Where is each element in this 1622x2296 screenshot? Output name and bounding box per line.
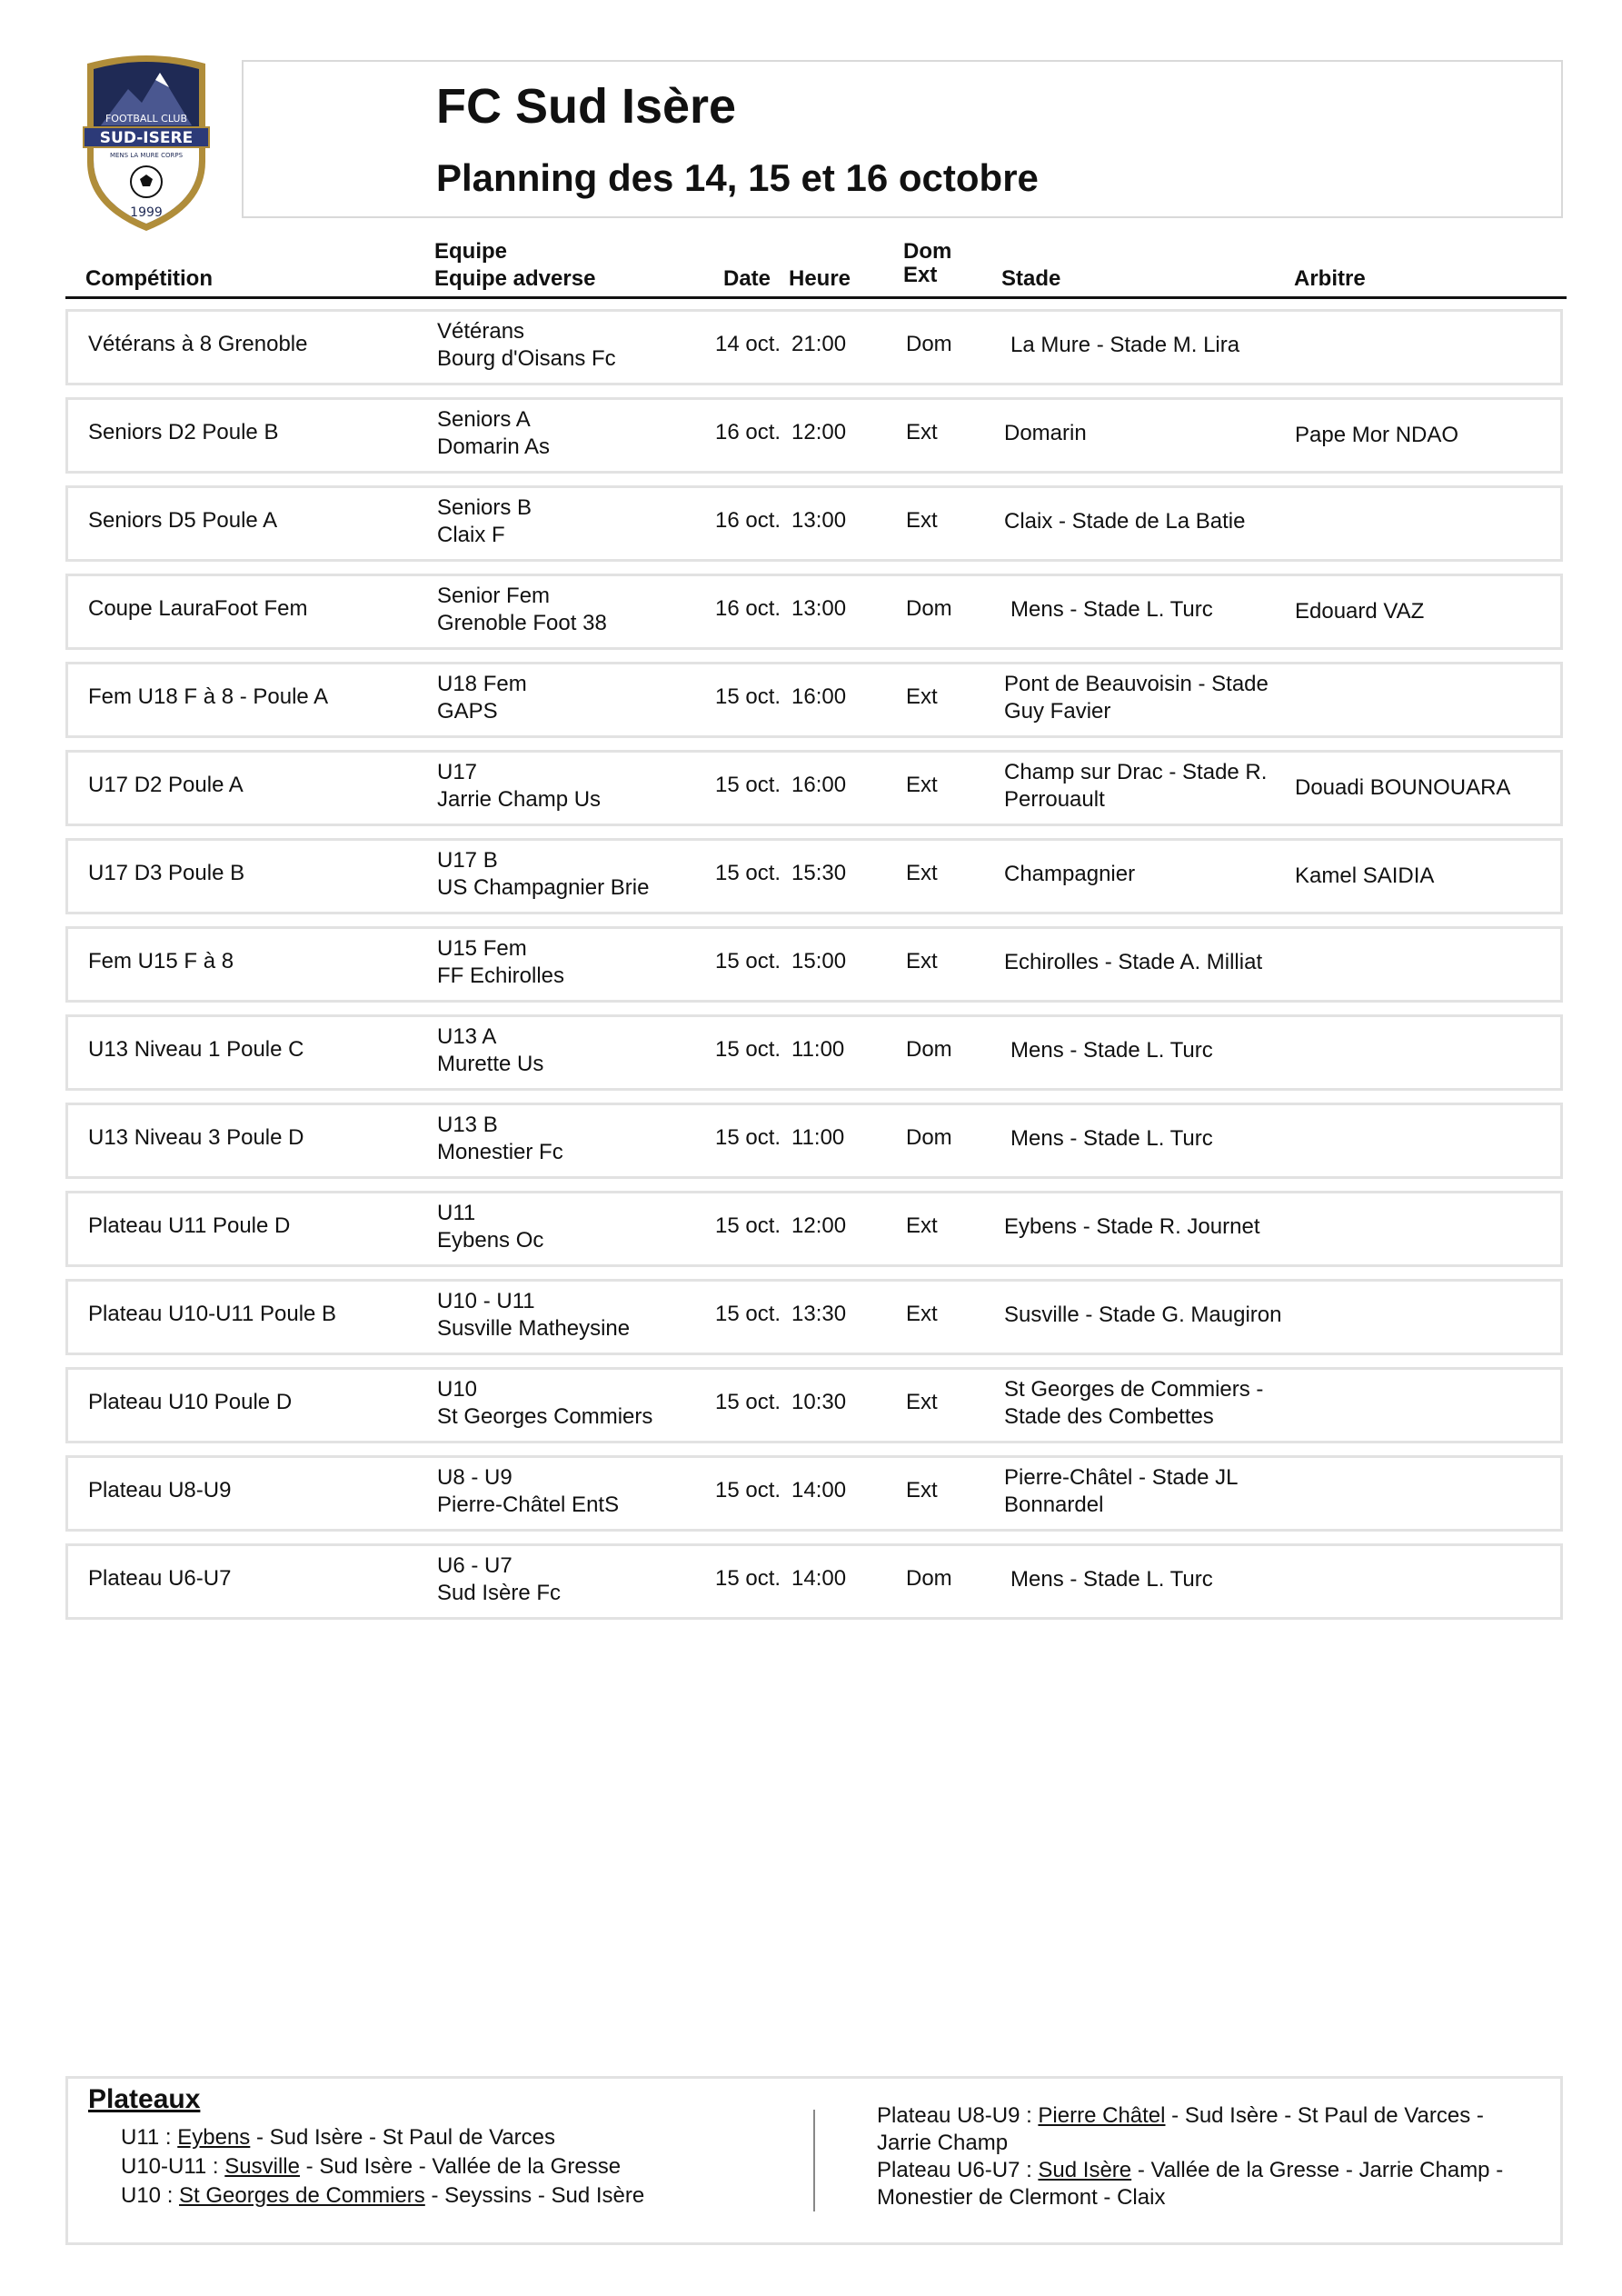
- header-dom: Dom: [903, 239, 952, 264]
- dom-ext-cell: Ext: [906, 949, 938, 973]
- plateau-rest-cont: Jarrie Champ: [877, 2131, 1009, 2155]
- equipe-text: U18 Fem: [437, 672, 527, 696]
- equipe-text: U8 - U9: [437, 1465, 512, 1490]
- team-cell: [437, 318, 710, 373]
- header-equipe-adverse: Equipe adverse: [434, 266, 596, 291]
- time-cell: 15:00: [791, 949, 847, 973]
- equipe-text: U6 - U7: [437, 1553, 512, 1578]
- header-ext: Ext: [903, 263, 938, 287]
- adverse-text: Bourg d'Oisans Fc: [437, 346, 616, 371]
- adverse-text: Claix F: [437, 523, 505, 547]
- adverse-text: US Champagnier Brie: [437, 875, 650, 900]
- stade-cell: [1010, 1125, 1292, 1153]
- time-cell: 11:00: [791, 1125, 845, 1150]
- stade-cell: [1010, 332, 1292, 359]
- plateau-prefix: Plateau U8-U9 :: [877, 2103, 1039, 2128]
- table-row: [65, 1367, 1563, 1443]
- table-row: [65, 1455, 1563, 1532]
- adverse-text: Domarin As: [437, 434, 551, 459]
- plateau-host: St Georges de Commiers: [179, 2183, 425, 2208]
- plateau-host: Eybens: [177, 2125, 251, 2150]
- competition-cell: Plateau U8-U9: [88, 1478, 232, 1502]
- plateau-rest: - Vallée de la Gresse - Jarrie Champ -: [1131, 2158, 1504, 2182]
- dom-ext-cell: Ext: [906, 1390, 938, 1414]
- dom-ext-cell: Ext: [906, 773, 938, 797]
- stade-cell: [1010, 1037, 1292, 1064]
- header-date: Date: [723, 266, 771, 291]
- dom-ext-cell: Dom: [906, 596, 952, 621]
- competition-cell: Fem U15 F à 8: [88, 949, 234, 973]
- date-cell: 15 oct.: [715, 1478, 781, 1502]
- competition-cell: U13 Niveau 3 Poule D: [88, 1125, 304, 1150]
- plateaux-title: Plateaux: [88, 2084, 201, 2114]
- competition-cell: Plateau U10-U11 Poule B: [88, 1302, 337, 1326]
- time-cell: 11:00: [791, 1037, 845, 1062]
- adverse-text: Monestier Fc: [437, 1140, 563, 1164]
- stade-line1: St Georges de Commiers -: [1004, 1377, 1264, 1402]
- plateau-line: [121, 2124, 555, 2151]
- stade-line1: Susville - Stade G. Maugiron: [1004, 1303, 1282, 1327]
- team-cell: [437, 583, 710, 637]
- plateau-host: Pierre Châtel: [1038, 2103, 1166, 2128]
- dom-ext-cell: Ext: [906, 1302, 938, 1326]
- equipe-text: U11: [437, 1201, 476, 1225]
- competition-cell: Seniors D5 Poule A: [88, 508, 278, 533]
- team-cell: [437, 1288, 710, 1343]
- date-cell: 15 oct.: [715, 949, 781, 973]
- time-cell: 16:00: [791, 773, 847, 797]
- date-cell: 15 oct.: [715, 684, 781, 709]
- stade-cell: [1004, 1376, 1286, 1431]
- svg-text:1999: 1999: [130, 205, 163, 220]
- table-row: [65, 926, 1563, 1003]
- team-cell: [437, 1376, 710, 1431]
- table-row: [65, 1014, 1563, 1091]
- stade-cell: [1004, 1464, 1286, 1519]
- date-cell: 14 oct.: [715, 332, 781, 356]
- equipe-text: U13 B: [437, 1113, 498, 1137]
- time-cell: 14:00: [791, 1566, 847, 1591]
- competition-cell: Coupe LauraFoot Fem: [88, 596, 308, 621]
- stade-cell: [1004, 861, 1286, 888]
- equipe-text: U17 B: [437, 848, 498, 873]
- team-cell: [437, 1112, 710, 1166]
- equipe-text: U10 - U11: [437, 1289, 535, 1313]
- stade-line1: Domarin: [1004, 421, 1087, 445]
- competition-cell: Plateau U11 Poule D: [88, 1213, 291, 1238]
- stade-cell: [1004, 1302, 1286, 1329]
- table-row: [65, 1543, 1563, 1620]
- club-logo: [78, 53, 214, 235]
- stade-line1: Mens - Stade L. Turc: [1010, 1038, 1213, 1063]
- table-row: [65, 1279, 1563, 1355]
- team-cell: [437, 1552, 710, 1607]
- header-stade: Stade: [1001, 266, 1061, 291]
- dom-ext-cell: Dom: [906, 332, 952, 356]
- date-cell: 15 oct.: [715, 1390, 781, 1414]
- time-cell: 21:00: [791, 332, 847, 356]
- header-competition: Compétition: [85, 266, 213, 291]
- stade-cell: [1004, 671, 1286, 725]
- equipe-text: Senior Fem: [437, 584, 551, 608]
- competition-cell: Plateau U10 Poule D: [88, 1390, 293, 1414]
- adverse-text: St Georges Commiers: [437, 1404, 653, 1429]
- adverse-text: Susville Matheysine: [437, 1316, 631, 1341]
- plateau-line: [121, 2153, 621, 2181]
- time-cell: 13:30: [791, 1302, 847, 1326]
- team-cell: [437, 406, 710, 461]
- plateau-prefix: U10-U11 :: [121, 2154, 225, 2179]
- adverse-text: Jarrie Champ Us: [437, 787, 602, 812]
- stade-line1: Mens - Stade L. Turc: [1010, 597, 1213, 622]
- plateau-host: Susville: [224, 2154, 300, 2179]
- competition-cell: U13 Niveau 1 Poule C: [88, 1037, 304, 1062]
- adverse-text: GAPS: [437, 699, 498, 724]
- competition-cell: Fem U18 F à 8 - Poule A: [88, 684, 329, 709]
- table-row: [65, 1103, 1563, 1179]
- dom-ext-cell: Ext: [906, 684, 938, 709]
- date-cell: 15 oct.: [715, 773, 781, 797]
- time-cell: 12:00: [791, 420, 847, 444]
- plateau-rest: - Sud Isère - Vallée de la Gresse: [299, 2154, 622, 2179]
- stade-cell: [1004, 949, 1286, 976]
- table-header: [65, 238, 1567, 299]
- team-cell: [437, 494, 710, 549]
- date-cell: 15 oct.: [715, 1037, 781, 1062]
- date-cell: 15 oct.: [715, 1125, 781, 1150]
- table-row: [65, 1191, 1563, 1267]
- competition-cell: Plateau U6-U7: [88, 1566, 232, 1591]
- team-cell: [437, 1464, 710, 1519]
- plateaux-divider: [813, 2110, 815, 2211]
- stade-line1: Champagnier: [1004, 862, 1136, 886]
- stade-cell: [1010, 596, 1292, 624]
- time-cell: 16:00: [791, 684, 847, 709]
- arbitre-cell: Pape Mor NDAO: [1295, 423, 1459, 447]
- dom-ext-cell: Dom: [906, 1566, 952, 1591]
- plateau-line: [877, 2102, 1531, 2157]
- date-cell: 16 oct.: [715, 596, 781, 621]
- dom-ext-cell: Ext: [906, 1478, 938, 1502]
- equipe-text: Seniors A: [437, 407, 531, 432]
- plateaux-box: [65, 2076, 1563, 2245]
- equipe-text: U17: [437, 760, 478, 784]
- table-row: [65, 309, 1563, 385]
- plateau-rest-cont: Monestier de Clermont - Claix: [877, 2185, 1166, 2210]
- date-cell: 15 oct.: [715, 1213, 781, 1238]
- dom-ext-cell: Dom: [906, 1125, 952, 1150]
- time-cell: 15:30: [791, 861, 847, 885]
- plateau-line: [877, 2157, 1531, 2211]
- date-cell: 16 oct.: [715, 508, 781, 533]
- team-cell: [437, 671, 710, 725]
- date-cell: 15 oct.: [715, 1566, 781, 1591]
- table-row: [65, 485, 1563, 562]
- table-row: [65, 662, 1563, 738]
- time-cell: 13:00: [791, 596, 847, 621]
- stade-line1: Claix - Stade de La Batie: [1004, 509, 1246, 534]
- stade-line2: Guy Favier: [1004, 699, 1111, 724]
- stade-line1: La Mure - Stade M. Lira: [1010, 333, 1240, 357]
- equipe-text: Seniors B: [437, 495, 532, 520]
- stade-line1: Echirolles - Stade A. Milliat: [1004, 950, 1263, 974]
- plateau-rest: - Sud Isère - St Paul de Varces -: [1165, 2103, 1484, 2128]
- equipe-text: U10: [437, 1377, 478, 1402]
- competition-cell: U17 D3 Poule B: [88, 861, 245, 885]
- stade-line2: Bonnardel: [1004, 1492, 1104, 1517]
- plateau-prefix: U11 :: [121, 2125, 178, 2150]
- time-cell: 10:30: [791, 1390, 847, 1414]
- date-cell: 15 oct.: [715, 1302, 781, 1326]
- plateau-prefix: Plateau U6-U7 :: [877, 2158, 1039, 2182]
- adverse-text: FF Echirolles: [437, 963, 565, 988]
- team-cell: [437, 1200, 710, 1254]
- time-cell: 13:00: [791, 508, 847, 533]
- competition-cell: Seniors D2 Poule B: [88, 420, 279, 444]
- team-cell: [437, 1023, 710, 1078]
- equipe-text: U13 A: [437, 1024, 497, 1049]
- adverse-text: Eybens Oc: [437, 1228, 544, 1253]
- table-row: [65, 838, 1563, 914]
- date-cell: 15 oct.: [715, 861, 781, 885]
- stade-cell: [1010, 1566, 1292, 1593]
- stade-cell: [1004, 759, 1286, 814]
- plateau-line: [121, 2182, 644, 2210]
- page-subtitle: Planning des 14, 15 et 16 octobre: [436, 156, 1039, 199]
- stade-line2: Stade des Combettes: [1004, 1404, 1214, 1429]
- header-equipe: Equipe: [434, 239, 508, 264]
- adverse-text: Murette Us: [437, 1052, 544, 1076]
- arbitre-cell: Kamel SAIDIA: [1295, 863, 1435, 888]
- dom-ext-cell: Ext: [906, 861, 938, 885]
- team-cell: [437, 847, 710, 902]
- plateau-rest: - Sud Isère - St Paul de Varces: [250, 2125, 556, 2150]
- competition-cell: U17 D2 Poule A: [88, 773, 244, 797]
- title-box: [242, 60, 1563, 218]
- table-row: [65, 397, 1563, 474]
- header-heure: Heure: [789, 266, 851, 291]
- equipe-text: Vétérans: [437, 319, 525, 344]
- stade-cell: [1004, 420, 1286, 447]
- page-title: FC Sud Isère: [436, 79, 737, 134]
- stade-line1: Mens - Stade L. Turc: [1010, 1126, 1213, 1151]
- adverse-text: Sud Isère Fc: [437, 1581, 562, 1605]
- team-cell: [437, 759, 710, 814]
- svg-text:SUD-ISERE: SUD-ISERE: [99, 129, 194, 147]
- time-cell: 12:00: [791, 1213, 847, 1238]
- dom-ext-cell: Ext: [906, 508, 938, 533]
- stade-cell: [1004, 508, 1286, 535]
- stade-line1: Eybens - Stade R. Journet: [1004, 1214, 1260, 1239]
- dom-ext-cell: Dom: [906, 1037, 952, 1062]
- equipe-text: U15 Fem: [437, 936, 527, 961]
- table-row: [65, 750, 1563, 826]
- plateau-rest: - Seyssins - Sud Isère: [424, 2183, 645, 2208]
- adverse-text: Grenoble Foot 38: [437, 611, 607, 635]
- stade-line2: Perrouault: [1004, 787, 1105, 812]
- date-cell: 16 oct.: [715, 420, 781, 444]
- adverse-text: Pierre-Châtel EntS: [437, 1492, 620, 1517]
- stade-line1: Pierre-Châtel - Stade JL: [1004, 1465, 1239, 1490]
- stade-cell: [1004, 1213, 1286, 1241]
- arbitre-cell: Douadi BOUNOUARA: [1295, 775, 1511, 800]
- svg-text:FOOTBALL CLUB: FOOTBALL CLUB: [104, 113, 188, 125]
- arbitre-cell: Edouard VAZ: [1295, 599, 1425, 624]
- header-arbitre: Arbitre: [1294, 266, 1366, 291]
- dom-ext-cell: Ext: [906, 420, 938, 444]
- table-row: [65, 574, 1563, 650]
- plateau-prefix: U10 :: [121, 2183, 180, 2208]
- dom-ext-cell: Ext: [906, 1213, 938, 1238]
- team-cell: [437, 935, 710, 990]
- competition-cell: Vétérans à 8 Grenoble: [88, 332, 308, 356]
- svg-text:MENS LA MURE CORPS: MENS LA MURE CORPS: [109, 152, 184, 159]
- plateau-host: Sud Isère: [1038, 2158, 1132, 2182]
- stade-line1: Mens - Stade L. Turc: [1010, 1567, 1213, 1592]
- stade-line1: Champ sur Drac - Stade R.: [1004, 760, 1268, 784]
- stade-line1: Pont de Beauvoisin - Stade: [1004, 672, 1269, 696]
- time-cell: 14:00: [791, 1478, 847, 1502]
